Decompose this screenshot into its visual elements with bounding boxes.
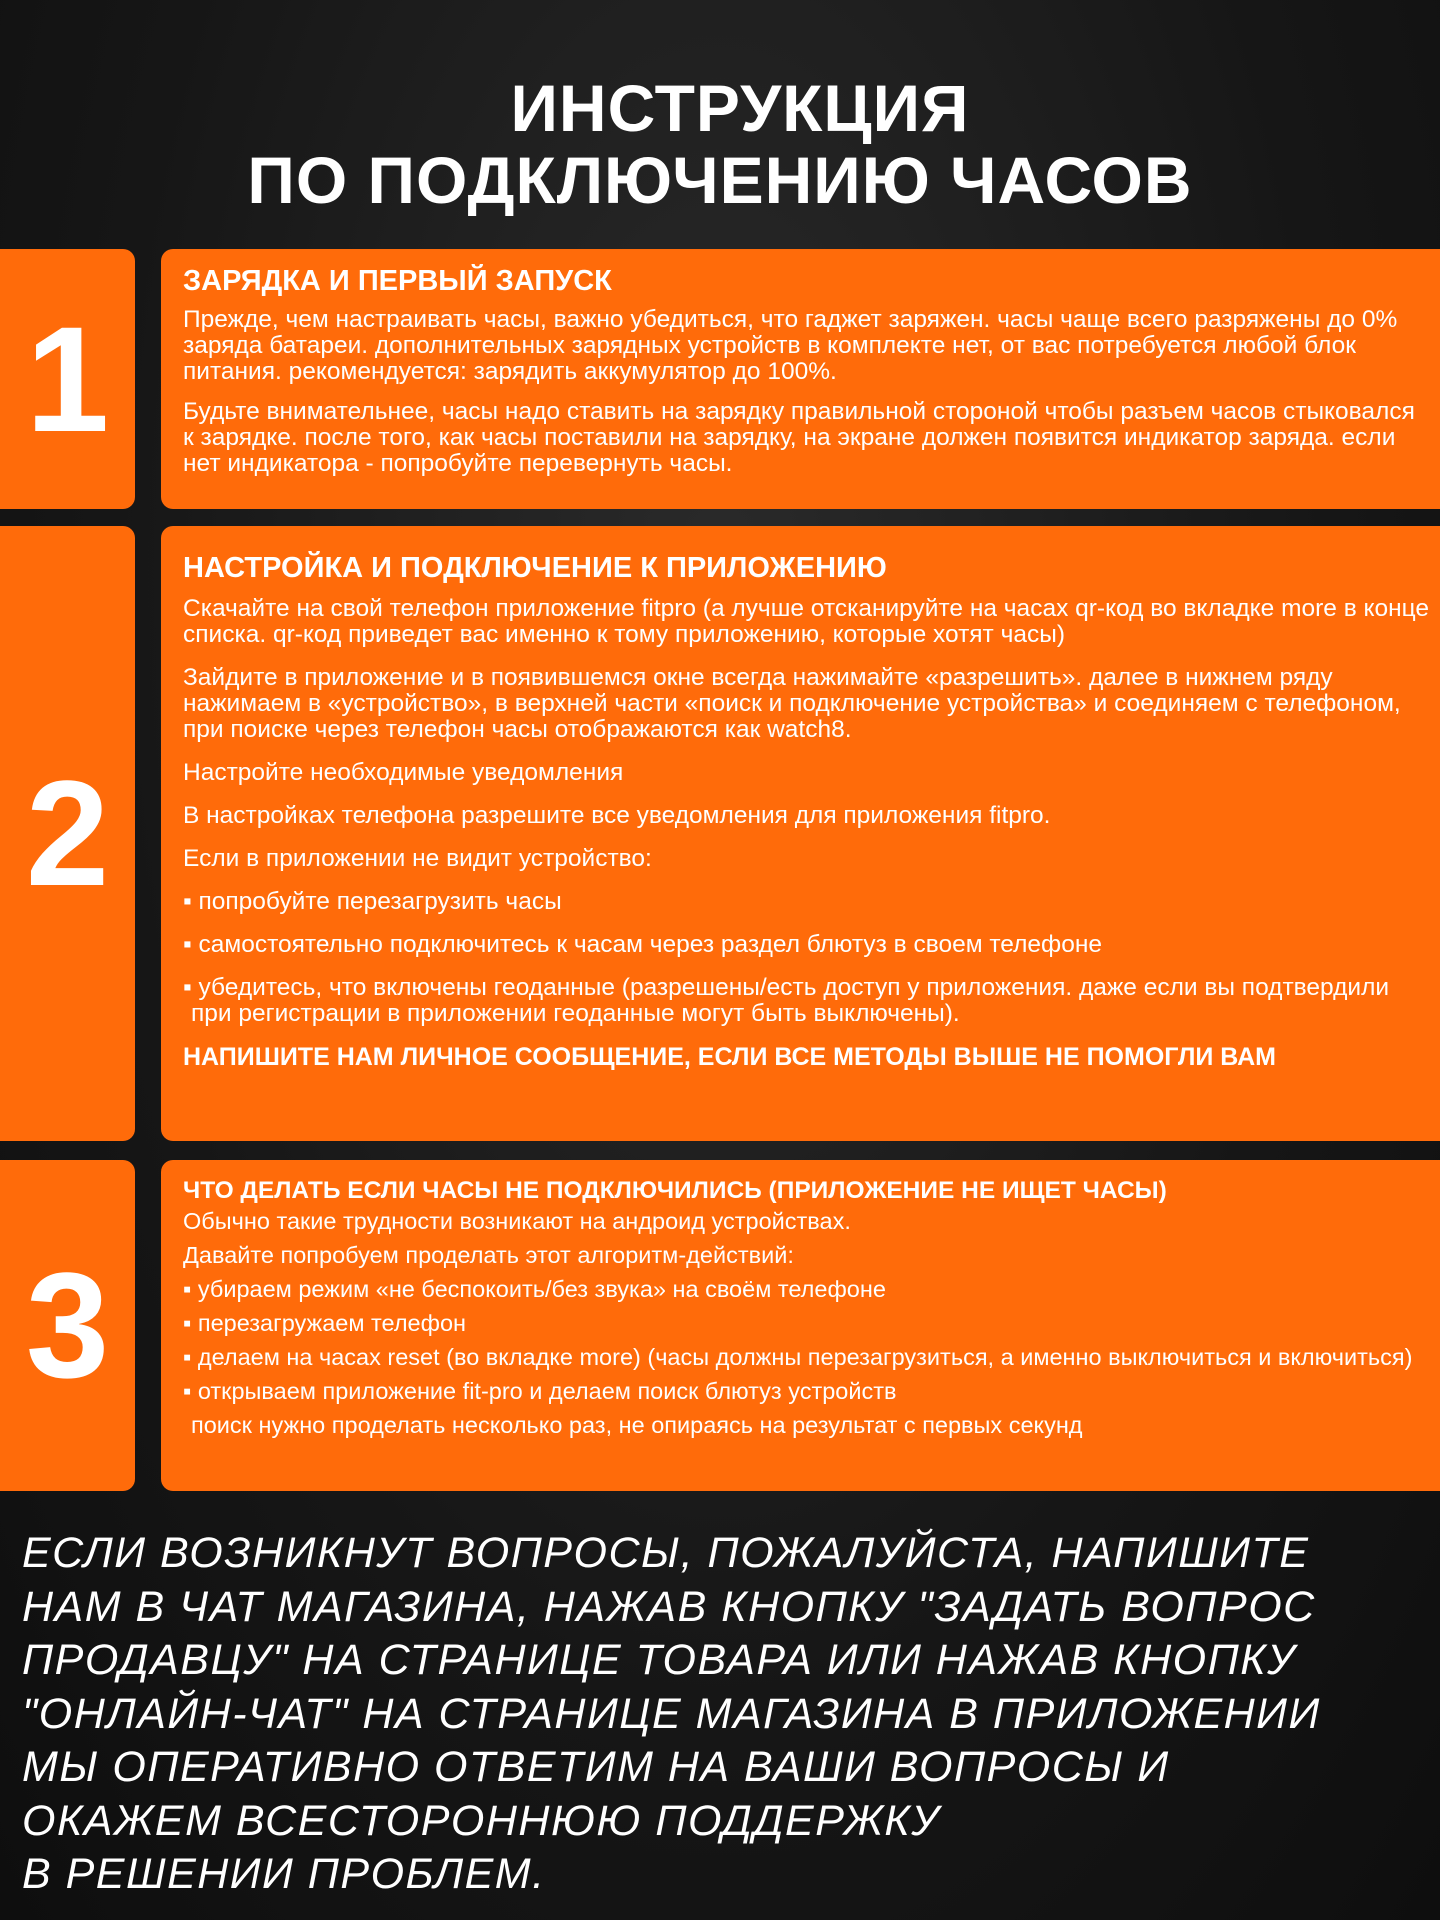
section-troubleshooting — [161, 1160, 1440, 1491]
title-line-1: ИНСТРУКЦИЯ — [510, 71, 970, 145]
footer-line: МЫ ОПЕРАТИВНО ОТВЕТИМ НА ВАШИ ВОПРОСЫ И — [22, 1743, 1170, 1791]
section-paragraph: поиск нужно проделать несколько раз, не опираясь на результат с первых секунд — [191, 1412, 1083, 1438]
step-number-1: 1 — [0, 249, 135, 509]
footer-line: ОКАЖЕМ ВСЕСТОРОННЮЮ ПОДДЕРЖКУ — [22, 1796, 941, 1845]
list-item: ▪ открываем приложение fit-pro и делаем поиск блютуз устройств — [183, 1378, 897, 1404]
contact-notice: НАПИШИТЕ НАМ ЛИЧНОЕ СООБЩЕНИЕ, ЕСЛИ ВСЕ МЕТОДЫ ВЫШЕ НЕ ПОМОГЛИ ВАМ — [183, 1043, 1276, 1071]
section-paragraph: Будьте внимательнее, часы надо ставить на зарядку правильной стороной чтобы разъем часов стыковался к зарядке. после того, как часы поставили на зарядку, на экране должен появится индикатор заряда. если нет индикатора - попробуйте перевернуть часы. — [183, 398, 1415, 477]
section-heading: ЧТО ДЕЛАТЬ ЕСЛИ ЧАСЫ НЕ ПОДКЛЮЧИЛИСЬ (ПРИЛОЖЕНИЕ НЕ ИЩЕТ ЧАСЫ) — [183, 1177, 1167, 1204]
list-item: ▪ убедитесь, что включены геоданные (разрешены/есть доступ у приложения. даже если вы подтвердили при регистрации в приложении геоданные могут быть выключены). — [183, 974, 1390, 1027]
list-item: ▪ делаем на часах reset (во вкладке more) (часы должны перезагрузиться, а именно выключиться и включиться) — [183, 1344, 1413, 1370]
section-paragraph: Давайте попробуем проделать этот алгоритм-действий: — [183, 1242, 794, 1268]
footer-line: В РЕШЕНИИ ПРОБЛЕМ. — [22, 1850, 546, 1898]
section-paragraph: Прежде, чем настраивать часы, важно убедиться, что гаджет заряжен. часы чаще всего разряжены до 0% заряда батареи. дополнительных зарядных устройств в комплекте нет, от вас потребуется любой блок питания. рекомендуется: зарядить аккумулятор до 100%. — [183, 306, 1398, 385]
page-title — [0, 72, 1440, 216]
step-number-3: 3 — [0, 1160, 135, 1491]
section-paragraph: Зайдите в приложение и в появившемся окне всегда нажимайте «разрешить». далее в нижнем ряду нажимаем в «устройство», в верхней части «поиск и подключение устройства» и соединяем с телефоном, при поиске через телефон часы отображаются как watch8. — [183, 664, 1401, 743]
section-heading: ЗАРЯДКА И ПЕРВЫЙ ЗАПУСК — [183, 265, 612, 297]
section-paragraph: Настройте необходимые уведомления — [183, 759, 624, 786]
section-setup — [161, 526, 1440, 1141]
list-item: ▪ попробуйте перезагрузить часы — [183, 888, 562, 915]
footer-line: "ОНЛАЙН-ЧАТ" НА СТРАНИЦЕ МАГАЗИНА В ПРИЛОЖЕНИИ — [22, 1689, 1321, 1738]
list-item: ▪ самостоятельно подключитесь к часам через раздел блютуз в своем телефоне — [183, 931, 1102, 958]
support-footer — [22, 1527, 1432, 1902]
list-item: ▪ убираем режим «не беспокоить/без звука» на своём телефоне — [183, 1276, 886, 1302]
footer-line: ЕСЛИ ВОЗНИКНУТ ВОПРОСЫ, ПОЖАЛУЙСТА, НАПИШИТЕ — [22, 1529, 1310, 1577]
footer-line: НАМ В ЧАТ МАГАЗИНА, НАЖАВ КНОПКУ "ЗАДАТЬ ВОПРОС — [22, 1582, 1316, 1631]
step-number-2: 2 — [0, 526, 135, 1141]
section-paragraph: В настройках телефона разрешите все уведомления для приложения fitpro. — [183, 802, 1051, 829]
section-paragraph: Скачайте на свой телефон приложение fitpro (а лучше отсканируйте на часах qr-код во вкладке more в конце списка. qr-код приведет вас именно к тому приложению, которые хотят часы) — [183, 595, 1430, 648]
footer-line: ПРОДАВЦУ" НА СТРАНИЦЕ ТОВАРА ИЛИ НАЖАВ КНОПКУ — [22, 1636, 1297, 1684]
list-item: ▪ перезагружаем телефон — [183, 1310, 467, 1336]
section-paragraph: Обычно такие трудности возникают на андроид устройствах. — [183, 1208, 851, 1234]
section-paragraph: Если в приложении не видит устройство: — [183, 845, 652, 872]
section-heading: НАСТРОЙКА И ПОДКЛЮЧЕНИЕ К ПРИЛОЖЕНИЮ — [183, 552, 887, 584]
title-line-2: ПО ПОДКЛЮЧЕНИЮ ЧАСОВ — [247, 143, 1193, 217]
section-charging — [161, 249, 1440, 509]
